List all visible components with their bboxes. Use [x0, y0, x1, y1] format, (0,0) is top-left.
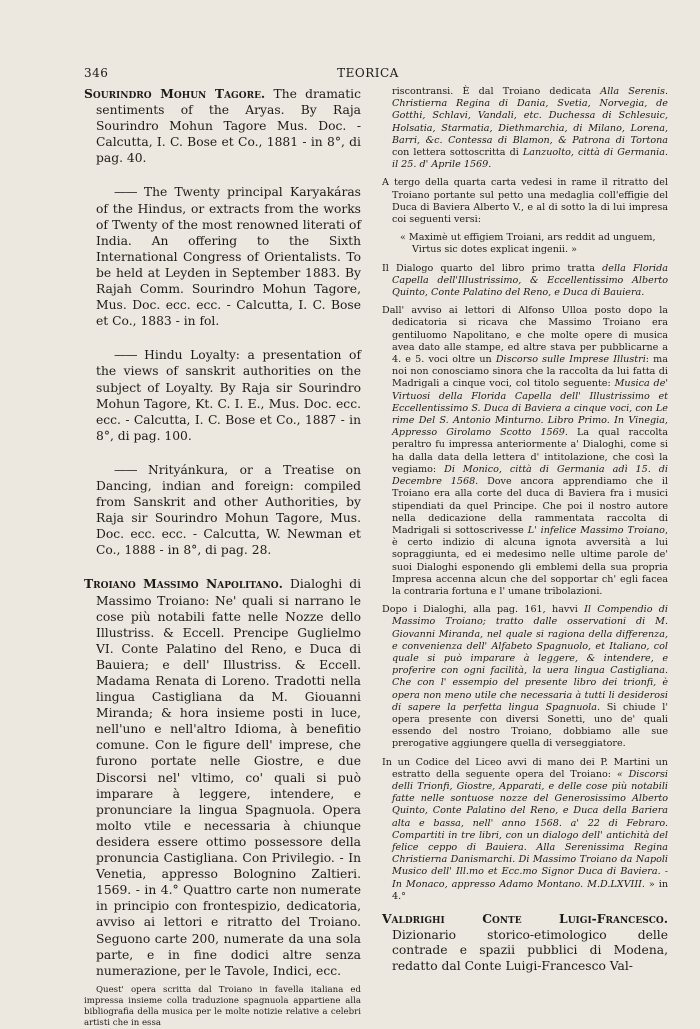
- text-run: , è certo indizio di alcuna ignota avversità a lui sopraggiunta, ed ei medesimo nelle ultime parole de' suoi Dialoghi esponendo gli emblemi della sua propria Impresa accenna alcun che del sopportar ch' egli facea la contraria fortuna e l' umane tribolazioni.: [392, 524, 668, 597]
- entry-text: The Twenty principal Karyakáras of the Hindus, or extracts from the works of Twenty of the most renowned literati of India. An offering to the Sixth International Congress of Orientalists. To be held at Leyden in September 1883. By Rajah Comm. Sourindro Mohun Tagore, Mus. Doc. ecc. ecc. - Calcutta, I. C. Bose et Co., 1883 - in fol.: [96, 185, 361, 329]
- left-column: [84, 86, 361, 1029]
- text-run: con lettera sottoscritta di: [392, 147, 523, 159]
- latin-verse: [400, 232, 668, 256]
- entry-dash: ——: [114, 462, 137, 477]
- entry-tagore-nrityankura: [84, 462, 361, 559]
- text-run: riscontransi. È dal Troiano dedicata: [392, 86, 601, 97]
- text-run: Il Dialogo quarto del libro primo tratta: [382, 262, 603, 274]
- entry-tagore-loyalty: [84, 347, 361, 444]
- page-number: 346: [84, 66, 109, 80]
- text-run: » in 4.°: [392, 878, 668, 902]
- entry-head: Sourindro Mohun Tagore.: [84, 86, 266, 101]
- italic-run: L' infelice Massimo Troiano: [527, 524, 665, 536]
- italic-run: Musica de' Virtuosi della Florida Capella dell' Illustrissimo et Eccellentissimo S. Duca di Baviera a cinque voci, con Le rime Del S. Antonio Minturno. Libro Primo. In Vinegia, Appresso Girolamo Scotto 1569.: [392, 378, 669, 439]
- footnote: Quest' opera scritta dal Troiano in favella italiana ed impressa insieme colla traduzione spagnuola appartiene alla bibliografia della musica per le molte notizie relative a celebri artisti che in essa: [84, 984, 361, 1028]
- page-header: [84, 66, 652, 84]
- right-column: [382, 86, 668, 980]
- entry-text: The dramatic sentiments of the Aryas. By Raja Sourindro Mohun Tagore Mus. Doc. - Calcutta, I. C. Bose et Co., 1881 - in 8°, di pag. 40.: [96, 87, 361, 166]
- italic-run: « Discorsi delli Trionfi, Giostre, Apparati, e delle cose più notabili fatte nelle sontuose nozze del Generosissimo Alberto Quinto, Conte Palatino del Reno, e Duca della Bariera alta e bassa, nell' anno 1568. a' 22 di Febraro. Compartiti in tre libri, con un dialogo dell' antichità del felice ceppo di Bauiera. Alla Serenissima Regina Christierna Danismarchi. Di Massimo Troiano da Napoli Musico dell' Ill.mo et Ecc.mo Signor Duca di Baviera. - In Monaco, appresso Adamo Montano. M.D.LXVIII.: [392, 768, 668, 890]
- running-head: TEORICA: [337, 66, 399, 80]
- italic-run: della Florida Capella dell'Illustrissimo, & Eccellentissimo Alberto Quinto, Conte Palatino del Reno, e Duca di Bauiera.: [392, 262, 668, 299]
- text-run: : ma noi non conosciamo sinora che la raccolta da lui fatta di Madrigali a cinque voci, col titolo seguente:: [392, 354, 668, 390]
- italic-run: Il Compendio di Massimo Troiano; tratto dalle osservationi di M. Giovanni Miranda, nel quale si ragiona della differenza, e convenienza dell' Alfabeto Spagnuolo, et Italiano, col quale si può imparare à leggere, & intendere, e proferire con ogni facilità, la uera lingua Castigliana. Che con l' essempio del presente libro dei trionfi, è opera non meno utile che necessaria à tutti li desiderosi di sapere la perfetta lingua Spagnuola.: [392, 604, 668, 713]
- paragraph-portrait: A tergo della quarta carta vedesi in rame il ritratto del Troiano portante sul petto una medaglia coll'effigie del Duca di Baviera Alberto V., e al di sotto la di lui impresa coi seguenti versi:: [382, 177, 668, 226]
- entry-head: Troiano Massimo Napolitano.: [84, 576, 283, 592]
- entry-dash: ——: [114, 185, 137, 200]
- text-run: Dall' avviso ai lettori di Alfonso Ulloa posto dopo la dedicatoria si ricava che Massimo Troiano era gentiluomo Napolitano, e che molte opere di musica avea dato alle stampe, ed altre stava per pubblicarne a 4. e 5. voci oltre un: [382, 305, 668, 366]
- verse-line: « Maximè ut effigiem Troiani, ars reddit ad unguem,: [400, 232, 656, 244]
- text-run: Dove ancora apprendiamo che il Troiano era alla corte del duca di Baviera fra i musici stipendiati da quel Principe. Che poi il nostro autore nella dedicazione della rammentata raccolta di Madrigali si sottoscrivesse: [392, 476, 668, 536]
- italic-run: Discorso sulle Imprese Illustri: [495, 354, 646, 366]
- entry-valdrighi: [382, 911, 668, 974]
- paragraph-dedication: [382, 86, 668, 171]
- entry-tagore-karyakaras: [84, 184, 361, 329]
- text-run: Dopo i Dialoghi, alla pag. 161, havvi: [382, 604, 585, 616]
- italic-run: Lanzuolto, città di Germania. il 25. d' Aprile 1569.: [392, 147, 668, 171]
- paragraph-compendio: [382, 604, 668, 750]
- text-run: Si chiude l' opera presente con diversi Sonetti, uno de' quali essendo del nostro Troiano, dobbiamo alle sue prerogative aggiungere quella di verseggiatore.: [392, 701, 668, 750]
- verse-line: Virtus sic dotes explicat ingenii. »: [412, 244, 577, 256]
- entry-dash: ——: [114, 348, 137, 363]
- entry-head: Valdrighi Conte Luigi-Francesco.: [382, 911, 668, 926]
- text-run: In un Codice del Liceo avvi di mano dei P. Martini un estratto della seguente opera del Troiano:: [382, 756, 668, 780]
- entry-text: Nrityánkura, or a Treatise on Dancing, indian and foreign: compiled from Sanskrit and other Authorities, by Raja sir Sourindro Mohun Tagore, Mus. Doc. ecc. ecc. - Calcutta, W. Newman et Co., 1888 - in 8°, di pag. 28.: [96, 462, 361, 558]
- entry-troiano-dialoghi: [84, 576, 361, 978]
- entry-text: Hindu Loyalty: a presentation of the views of sanskrit authorities on the subject of Loyalty. By Raja sir Sourindro Mohun Tagore, Kt. C. I. E., Mus. Doc. ecc. ecc. - Calcutta, I. C. Bose et Co., 1887 - in 8°, di pag. 100.: [96, 348, 361, 443]
- paragraph-avviso: [382, 305, 668, 598]
- entry-tagore-dramatic: [84, 86, 361, 166]
- italic-run: Di Monico, città di Germania adì 15. di Decembre 1568.: [392, 463, 669, 488]
- entry-text: Dialoghi di Massimo Troiano: Ne' quali si narrano le cose più notabili fatte nelle Nozze dello Illustriss. & Eccell. Prencipe Guglielmo VI. Conte Palatino del Reno, e Duca di Bauiera; e dell' Illustriss. & Eccell. Madama Renata di Lorenо. Tradotti nella lingua Castigliana da M. Giouanni Miranda; & hora insieme posti in luce, nell'uno e nell'altro Idioma, à benefitio comune. Con le figure dell' imprese, che furono portate nelle Giostre, e due Discorsi nel' vltimo, co' quali si può imparare à leggere, intendere, e pronunciare la lingua Spagnuola. Opera molto vtile e necessaria à chiunque desidera essere ottimo possessore della pronuncia Castigliana. Con Privilegio. - In Venetia, appresso Bolognino Zaltieri. 1569. - in 4.° Quattro carte non numerate in principio con frontespizio, dedicatoria, avviso ai lettori e ritratto del Troiano. Seguono carte 200, numerate da una sola parte, e in fine dodici altre senza numerazione, per le Tavole, Indici, ecc.: [96, 577, 362, 978]
- paragraph-codice: [382, 757, 668, 903]
- italic-run: Alla Serenis. Christierna Regina di Dania, Svetia, Norvegia, de Gotthi, Schlavi, Vandali, etc. Duchessa di Schlesuic, Holsatia, Starmatia, Diethmarchia, di Milano, Lorena, Barri, &c. Contessa di Blamon, & Patrona di Tortona: [392, 86, 668, 146]
- paragraph-dialogo-quarto: [382, 263, 668, 300]
- entry-text: Dizionario storico-etimologico delle contrade e spazii pubblici di Modena, redatto dal Conte Luigi-Francesco Val-: [392, 927, 668, 973]
- text-run: La qual raccolta peraltro fu impressa anteriormente a' Dialoghi, come si ha dalla data della lettera d' intitolazione, che così la vegiamo:: [392, 427, 668, 475]
